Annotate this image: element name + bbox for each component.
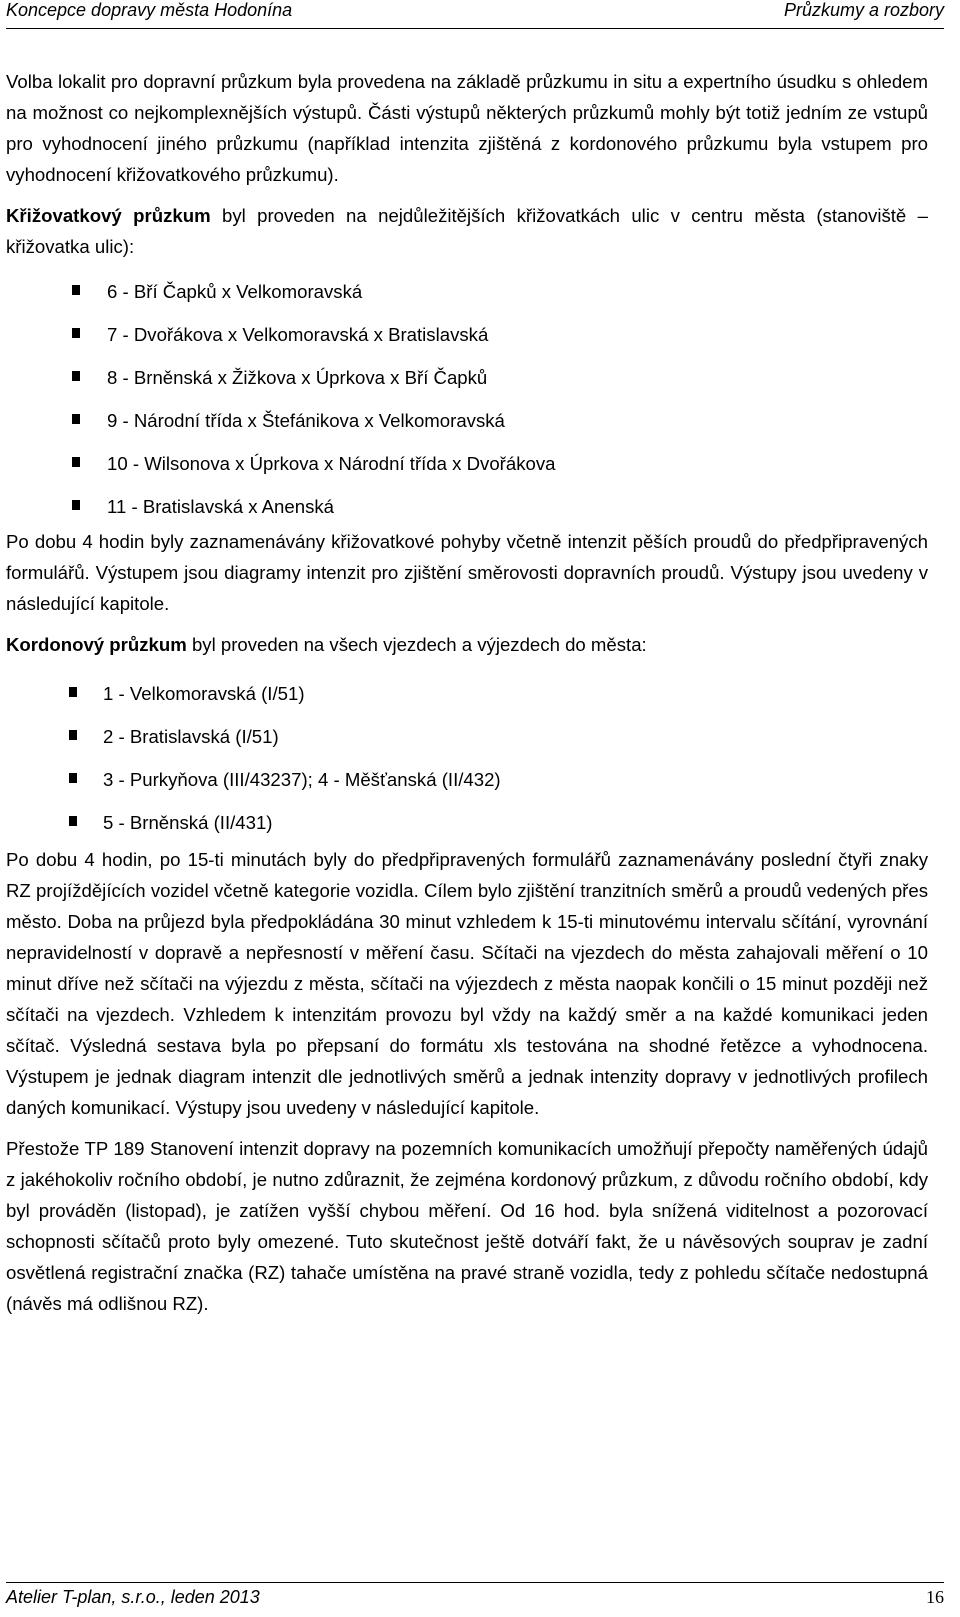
list-item <box>6 485 928 528</box>
list-item <box>6 672 928 715</box>
intersection-list <box>6 270 928 528</box>
footer-company-date: Atelier T-plan, s.r.o., leden 2013 <box>6 1587 260 1607</box>
page-header <box>6 0 944 29</box>
term-cordon-survey: Kordonový průzkum <box>6 634 187 655</box>
list-item-text: 3 - Purkyňova (III/43237); 4 - Měšťanská (II/432) <box>103 769 501 790</box>
bullet-icon <box>72 285 80 295</box>
list-item <box>6 801 928 844</box>
bullet-icon <box>69 687 77 697</box>
paragraph-site-selection: Volba lokalit pro dopravní průzkum byla provedena na základě průzkumu in situ a expertního úsudku s ohledem na možnost co nejkomplexnějších výstupů. Části výstupů některých průzkumů mohly být totiž jedním ze vstupů pro vyhodnocení jiného průzkumu (například intenzita zjištěná z kordonového průzkumu byla vstupem pro vyhodnocení křižovatkového průzkumu). <box>6 71 928 185</box>
cordon-survey-text: byl proveden na všech vjezdech a výjezdech do města: <box>186 634 647 655</box>
list-item <box>6 356 928 399</box>
list-item-text: 8 - Brněnská x Žižkova x Úprkova x Bří Čapků <box>107 367 488 388</box>
paragraph-intersection-method: Po dobu 4 hodin byly zaznamenávány křižovatkové pohyby včetně intenzit pěších proudů do předpřipravených formulářů. Výstupem jsou diagramy intenzit pro zjištění směrovosti dopravních proudů. Výstupy jsou uvedeny v následující kapitole. <box>6 531 928 614</box>
list-item <box>6 442 928 485</box>
bullet-icon <box>72 414 80 424</box>
list-item-text: 9 - Národní třída x Štefánikova x Velkomoravská <box>107 410 505 431</box>
list-item-text: 10 - Wilsonova x Úprkova x Národní třída x Dvořákova <box>107 453 556 474</box>
paragraph-accuracy-note: Přestože TP 189 Stanovení intenzit dopravy na pozemních komunikacích umožňují přepočty naměřených údajů z jakéhokoliv ročního období, je nutno zdůraznit, že zejména kordonový průzkum, z důvodu ročního období, kdy byl prováděn (listopad), je zatížen vyšší chybou měření. Od 16 hod. byla snížená viditelnost a pozorovací schopnosti sčítačů proto byly omezené. Tuto skutečnost ještě dotváří fakt, že u návěsových souprav je zadní osvětlená registrační značka (RZ) tahače umístěna na pravé straně vozidla, tedy z pohledu sčítače nedostupná (návěs má odlišnou RZ). <box>6 1138 928 1314</box>
term-intersection-survey: Křižovatkový průzkum <box>6 205 211 226</box>
list-item-text: 11 - Bratislavská x Anenská <box>107 496 335 517</box>
list-item-text: 6 - Bří Čapků x Velkomoravská <box>107 281 363 302</box>
bullet-icon <box>69 816 77 826</box>
bullet-icon <box>69 773 77 783</box>
paragraph-cordon-method: Po dobu 4 hodin, po 15-ti minutách byly do předpřipravených formulářů zaznamenávány poslední čtyři znaky RZ projíždějících vozidel včetně kategorie vozidla. Cílem bylo zjištění tranzitních směrů a proudů vedených přes město. Doba na průjezd byla předpokládána 30 minut vzhledem k 15-ti minutovému intervalu sčítání, vyrovnání nepravidelností v dopravě a nepřesností v měření času. Sčítači na vjezdech do města zahajovali měření o 10 minut dříve než sčítači na výjezdu z města, sčítači na výjezdech z města naopak končili o 15 minut později než sčítači na vjezdech. Vzhledem k intenzitám provozu byl vždy na každý směr a na každé komunikaci jeden sčítač. Výsledná sestava byla po přepsaní do formátu xls testována na shodné řetězce a vyhodnocena. Výstupem je jednak diagram intenzit dle jednotlivých směrů a jednak intenzity dopravy v jednotlivých profilech daných komunikací. Výstupy jsou uvedeny v následující kapitole. <box>6 849 928 1118</box>
list-item-text: 5 - Brněnská (II/431) <box>103 812 273 833</box>
paragraph-cordon-survey <box>6 629 928 660</box>
list-item-text: 2 - Bratislavská (I/51) <box>103 726 279 747</box>
page-number: 16 <box>926 1587 944 1607</box>
list-item <box>6 715 928 758</box>
header-document-title: Koncepce dopravy města Hodonína <box>6 0 293 20</box>
list-item <box>6 270 928 313</box>
bullet-icon <box>72 328 80 338</box>
bullet-icon <box>69 730 77 740</box>
bullet-icon <box>72 371 80 381</box>
bullet-icon <box>72 500 80 510</box>
bullet-icon <box>72 457 80 467</box>
paragraph-intersection-survey <box>6 200 928 262</box>
list-item-text: 7 - Dvořákova x Velkomoravská x Bratislavská <box>107 324 489 345</box>
list-item <box>6 758 928 801</box>
cordon-point-list <box>6 672 928 844</box>
list-item-text: 1 - Velkomoravská (I/51) <box>103 683 305 704</box>
intersection-survey-text: byl proveden na nejdůležitějších křižovatkách ulic v centru města (stanoviště – křižovatka ulic): <box>6 205 928 257</box>
document-body <box>6 66 928 1319</box>
header-chapter-title: Průzkumy a rozbory <box>783 0 944 20</box>
list-item <box>6 399 928 442</box>
list-item <box>6 313 928 356</box>
page-footer <box>6 1582 944 1607</box>
